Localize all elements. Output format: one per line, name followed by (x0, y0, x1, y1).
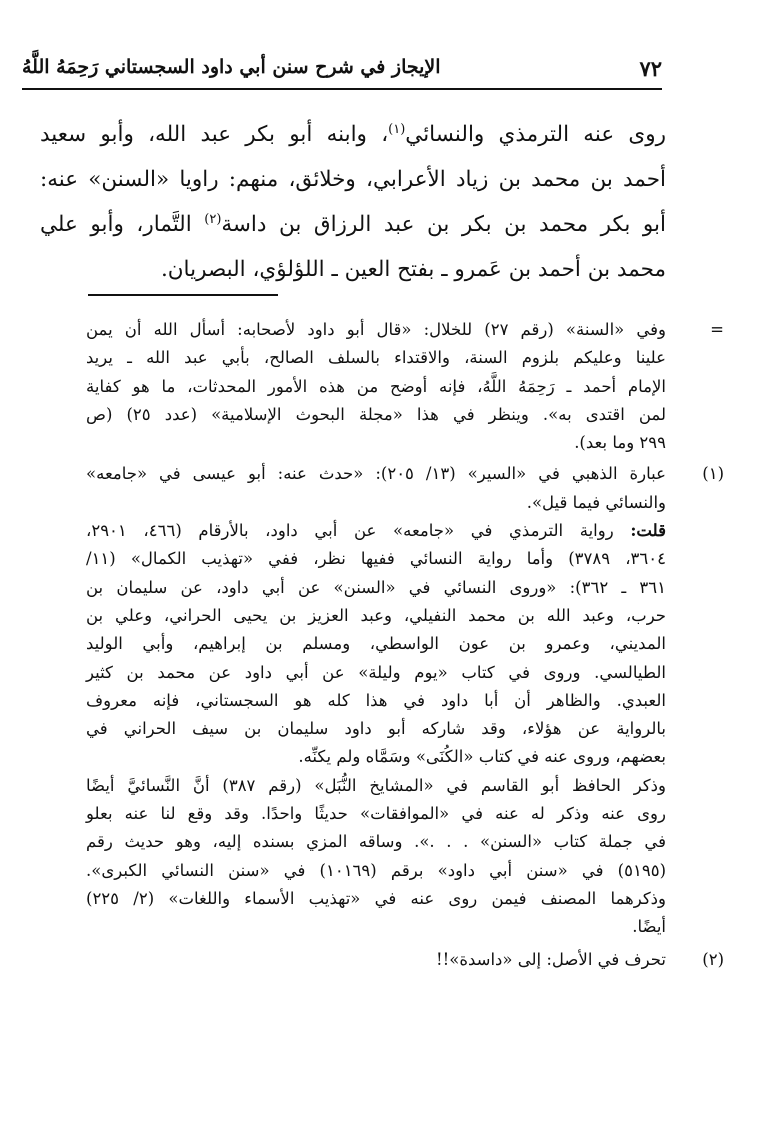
footnote-line: بالرواية عن هؤلاء، وقد شاركه أبو داود سليمان بن سيف الحراني في (86, 719, 666, 739)
qultu-label: قلت: (630, 521, 666, 541)
footnote-line: العبدي. والظاهر أن أبا داود في هذا كله هو السجستاني، فإنه معروف (86, 690, 666, 710)
footnote-line: (٥١٩٥) في «سنن أبي داود» برقم (١٠١٦٩) في «سنن النسائي الكبرى». (86, 860, 667, 880)
footnote-line: أيضًا. (632, 917, 666, 937)
footnote-line: عبارة الذهبي في «السير» (١٣/ ٢٠٥): «حدث عنه: أبو عيسى في «جامعه» (86, 464, 666, 484)
footnote-continued (86, 316, 724, 457)
footnote-line: ٣٦٠٤، ٣٧٨٩) وأما رواية النسائي ففيها نظر، ففي «تهذيب الكمال» (١١/ (86, 549, 666, 569)
footnote-line: تحرف في الأصل: إلى «داسدة»!! (435, 949, 666, 969)
footnote-line: وفي «السنة» (رقم ٢٧) للخلال: «قال أبو داود لأصحابه: أسأل الله أن يمن (86, 320, 666, 339)
footnote-line: الإمام أحمد ـ رَحِمَهُ اللَّهُ، فإنه أوضح من هذه الأمور المحدثات، ما هو كفاية (86, 376, 666, 396)
footnote-line: في جملة كتاب «السنن» . . .». وساقه المزي بسنده إليه، وهو حديث رقم (86, 832, 666, 852)
footnote-line: وذكرهما المصنف فيمن روى عنه في «تهذيب الأسماء واللغات» (٢/ ٢٢٥) (86, 888, 666, 908)
footnote-line: والنسائي فيما قيل». (526, 492, 666, 512)
footnote-line: ٢٩٩ وما بعد). (574, 433, 666, 453)
main-text (40, 112, 666, 292)
main-line-3: أبو بكر محمد بن بكر بن عبد الرزاق بن داسة$^{(٢)}$ التَّمار، وأبو علي (40, 211, 666, 237)
continuation-marker: = (710, 320, 724, 339)
footnote-line: الطيالسي. وروى في كتاب «يوم وليلة» عن أبي داود عن محمد بن كثير (86, 662, 666, 682)
page-number: ٧٢ (639, 56, 662, 81)
footnote-line: ٣٦١ ـ ٣٦٢): «وروى النسائي في «السنن» عن أبي داود، عن سليمان بن (86, 577, 666, 597)
footnotes (86, 316, 724, 974)
footnote-2-marker: (٢) (702, 949, 724, 969)
running-header (22, 52, 662, 90)
main-line-2: أحمد بن محمد بن زياد الأعرابي، وخلائق، منهم: راويا «السنن» عنه: (40, 167, 666, 192)
footnote-ref-1: (١) (388, 121, 406, 137)
footnote-line: بعضهم، وروى عنه في كتاب «الكُنَى» وسَمَّاه ولم يكنِّه. (298, 747, 666, 767)
footnote-line: حرب، وعبد الله بن محمد النفيلي، وعبد العزيز بن يحيى الحراني، وعلي بن (86, 605, 666, 625)
footnote-line: وذكر الحافظ أبو القاسم في «المشايخ النُّبَل» (رقم ٣٨٧) أنَّ النَّسائيَّ أيضًا (86, 775, 666, 795)
footnote-1-marker: (١) (702, 464, 724, 484)
running-title: الإيجاز في شرح سنن أبي داود السجستاني رَحِمَهُ اللَّهُ (22, 56, 441, 78)
footnote-line: قلت: رواية الترمذي في «جامعه» عن أبي داود، بالأرقام (٤٦٦، ٢٩٠١، (86, 521, 666, 541)
footnote-line: روى عنه وذكر له عنه في «الموافقات» حديثًا واحدًا. وقد وقع لنا عنه بعلو (86, 804, 666, 824)
main-line-4: محمد بن أحمد بن عَمرو ـ بفتح العين ـ اللؤلؤي، البصريان. (160, 257, 666, 282)
footnote-separator (88, 294, 278, 296)
footnote-1 (86, 460, 724, 941)
footnote-ref-2: (٢) (204, 211, 222, 227)
footnote-line: لمن اقتدى به». وينظر في هذا «مجلة البحوث الإسلامية» (عدد ٢٥) (ص (86, 404, 666, 424)
footnote-2 (86, 946, 724, 974)
footnote-line: المديني، وعمرو بن عون الواسطي، ومسلم بن إبراهيم، وأبي الوليد (86, 634, 666, 654)
main-line-1: روى عنه الترمذي والنسائي$^{(١)}$، وابنه أبو بكر عبد الله، وأبو سعيد (40, 121, 666, 147)
footnote-line: علينا وعليكم بلزوم السنة، والاقتداء بالسلف الصالح، بأبي عبد الله ـ يريد (86, 348, 666, 368)
